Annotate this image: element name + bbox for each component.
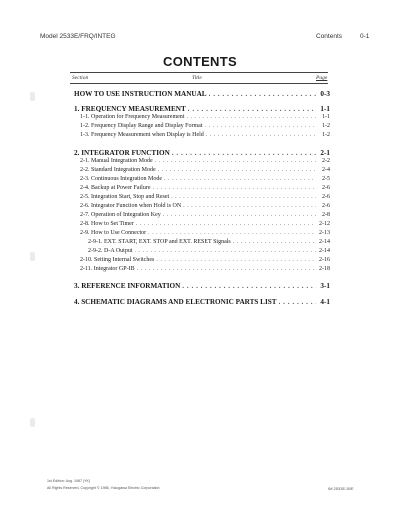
toc-entry-page: 2-12: [319, 221, 330, 227]
toc-entry: [88, 239, 330, 245]
punch-hole-mark: [30, 92, 35, 101]
toc-entry-page: 1-2: [322, 123, 330, 129]
toc-entry: [80, 221, 330, 227]
dot-leader: [163, 212, 316, 218]
dot-leader: [164, 176, 316, 182]
toc-entry: [80, 176, 330, 182]
dot-leader: [233, 239, 316, 245]
toc-entry: [80, 194, 330, 200]
toc-entry-page: 0-3: [320, 90, 330, 98]
toc-entry-title: 2-6. Integrator Function when Hold is ON: [80, 203, 182, 209]
dot-leader: [172, 149, 316, 157]
toc-entry: [80, 114, 330, 120]
toc-entry-title: 2-11. Integrator GP-IB: [80, 266, 135, 272]
toc-entry-page: 2-13: [319, 230, 330, 236]
toc-entry: [80, 212, 330, 218]
header-page-number: 0-1: [360, 33, 370, 40]
toc-entry: [74, 90, 330, 98]
dot-leader: [136, 221, 316, 227]
toc-entry-page: 2-8: [322, 212, 330, 218]
toc-entry: [74, 282, 330, 290]
toc-entry: [80, 185, 330, 191]
toc-entry: [80, 132, 330, 138]
toc-entry-page: 1-2: [322, 132, 330, 138]
toc-entry-title: 4. SCHEMATIC DIAGRAMS AND ELECTRONIC PARTS LIST: [74, 298, 277, 306]
footer-edition: 1st Edition: Aug. 1987 (YK): [47, 479, 91, 483]
toc-entry-title: 2-8. How to Set Timer: [80, 221, 134, 227]
toc-entry-title: 2-10. Setting Internal Switches: [80, 257, 155, 263]
toc-entry-page: 2-6: [322, 194, 330, 200]
dot-leader: [209, 90, 316, 98]
footer-copyright: All Rights Reserved, Copyright © 1986, Yokogawa Electric Corporation: [47, 486, 160, 490]
toc-entry-title: 2-9-2. D-A Output: [88, 248, 133, 254]
toc-entry-page: 2-18: [319, 266, 330, 272]
dot-leader: [182, 282, 316, 290]
toc-entry: [80, 123, 330, 129]
toc-entry-title: 1-1. Operation for Frequency Measurement: [80, 114, 185, 120]
toc-entry-title: 2-4. Backup at Power Failure: [80, 185, 151, 191]
dot-leader: [204, 123, 316, 129]
toc-entry-page: 3-1: [320, 282, 330, 290]
column-header-page: Page: [316, 75, 328, 81]
toc-entry-title: 2-1. Manual Integration Mode: [80, 158, 153, 164]
toc-entry-page: 2-14: [319, 239, 330, 245]
dot-leader: [279, 298, 316, 306]
header-model: Model 2533E/FRQ/INTEG: [40, 33, 116, 40]
toc-entry: [74, 149, 330, 157]
toc-entry-title: 3. REFERENCE INFORMATION: [74, 282, 181, 290]
toc-entry-page: 2-1: [320, 149, 330, 157]
dot-leader: [152, 185, 316, 191]
toc-entry-title: 2-7. Operation of Integration Key: [80, 212, 161, 218]
footer-document-number: IM 2533E-50E: [328, 486, 354, 491]
toc-entry: [88, 248, 330, 254]
dot-leader: [171, 194, 316, 200]
dot-leader: [188, 105, 316, 113]
dot-leader: [155, 158, 316, 164]
top-rule: [70, 72, 328, 73]
dot-leader: [183, 203, 316, 209]
toc-entry-page: 2-4: [322, 167, 330, 173]
toc-entry: [80, 230, 330, 236]
toc-entry: [80, 266, 330, 272]
toc-entry-page: 4-1: [320, 298, 330, 306]
dot-leader: [148, 230, 316, 236]
toc-entry-title: 2-9. How to Use Connector: [80, 230, 147, 236]
toc-entry-page: 2-2: [322, 158, 330, 164]
dot-leader: [158, 167, 316, 173]
toc-entry-page: 1-1: [320, 105, 330, 113]
toc-entry-page: 2-5: [322, 176, 330, 182]
dot-leader: [156, 257, 316, 263]
dot-leader: [137, 266, 316, 272]
toc-entry-title: 2-2. Standard Integration Mode: [80, 167, 156, 173]
toc-entry-title: HOW TO USE INSTRUCTION MANUAL: [74, 90, 207, 98]
toc-entry-title: 2-9-1. EXT. START, EXT. STOP and EXT. RESET Signals: [88, 239, 231, 245]
toc-entry-title: 1-3. Frequency Measurement when Display is Held: [80, 132, 204, 138]
page-title: CONTENTS: [163, 54, 237, 69]
toc-entry: [80, 203, 330, 209]
header-section: Contents: [316, 33, 343, 40]
toc-entry-title: 1-2. Frequency Display Range and Display Format: [80, 123, 203, 129]
toc-entry: [80, 257, 330, 263]
toc-entry-title: 2-5. Integration Start, Stop and Reset: [80, 194, 170, 200]
toc-entry-title: 1. FREQUENCY MEASUREMENT: [74, 105, 186, 113]
toc-entry-page: 2-16: [319, 257, 330, 263]
toc-entry-page: 1-1: [322, 114, 330, 120]
header-rule: [70, 83, 328, 84]
toc-entry-page: 2-14: [319, 248, 330, 254]
toc-entry: [74, 298, 330, 306]
punch-hole-mark: [30, 252, 35, 261]
toc-entry: [80, 158, 330, 164]
dot-leader: [135, 248, 317, 254]
column-header-title: Title: [192, 75, 202, 81]
column-header-section: Section: [72, 75, 89, 81]
toc-entry: [74, 105, 330, 113]
punch-hole-mark: [30, 418, 35, 427]
toc-entry-page: 2-6: [322, 185, 330, 191]
toc-entry-title: 2-3. Continuous Integration Mode: [80, 176, 162, 182]
dot-leader: [186, 114, 316, 120]
toc-entry-page: 2-6: [322, 203, 330, 209]
toc-entry-title: 2. INTEGRATOR FUNCTION: [74, 149, 170, 157]
dot-leader: [206, 132, 316, 138]
toc-entry: [80, 167, 330, 173]
